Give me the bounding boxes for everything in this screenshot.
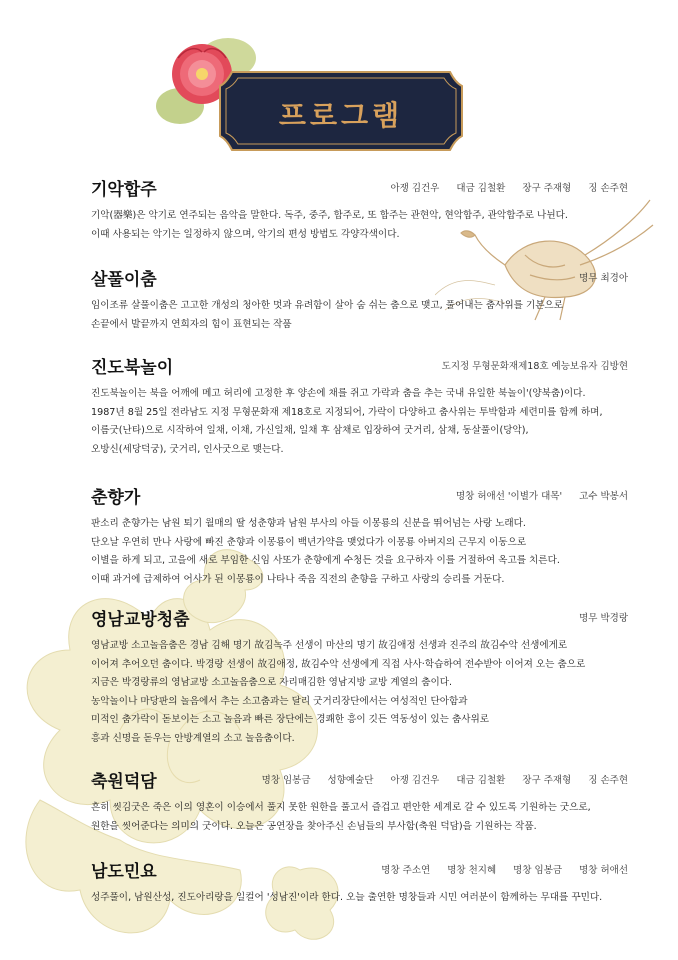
description-line: 기악(器樂)은 악기로 연주되는 음악을 말한다. 독주, 중주, 합주로, 또 합주는 관현악, 현악합주, 관악합주로 나뉜다. [91, 210, 568, 221]
description-line: 진도북놀이는 북을 어깨에 메고 허리에 고정한 후 양손에 채를 쥐고 가락과 춤을 추는 국내 유일한 북놀이'(양북춤)이다. [91, 388, 586, 399]
section-title: 진도북놀이 [91, 358, 174, 378]
performer: 대금 김철환 [456, 183, 506, 194]
performers [376, 180, 628, 194]
description-line: 이어져 추어오던 춤이다. 박경랑 선생이 故김애정, 故김수악 선생에게 직접 사사·학습하여 전수받아 이어져 오는 춤으로 [91, 658, 586, 670]
description-line: 이름굿(난타)으로 시작하여 일채, 이채, 가신일채, 일채 후 삼채로 입장하여 굿거리, 삼채, 동살풀이(당악), [91, 425, 529, 436]
description-line: 손끝에서 발끝까지 연희자의 힘이 표현되는 작품 [91, 318, 292, 330]
program-section-chugwon-deokdam [91, 767, 628, 836]
performers [565, 270, 628, 284]
section-title: 기악합주 [91, 180, 157, 200]
description-line: 영남교방 소고놀음춤은 경남 김해 명기 故김녹주 선생이 마산의 명기 故김애정 선생과 진주의 故김수악 선생에게로 [91, 640, 568, 651]
performer: 명무 최경아 [579, 273, 628, 284]
description-line: 원한을 씻어준다는 의미의 굿이다. 오늘은 공연장을 찾아주신 손님들의 부사함(축원 덕담)을 기원하는 작품. [91, 820, 537, 832]
performers [442, 488, 628, 502]
performer: 장구 주재형 [522, 775, 572, 786]
performer: 명창 임봉금 [513, 865, 563, 876]
section-title: 살풀이춤 [91, 270, 157, 290]
description-line: 이별을 하게 되고, 고을에 새로 부임한 신임 사또가 춘향에게 수청든 것을 요구하자 이를 거절하여 옥고를 치른다. [91, 555, 560, 566]
description-line: 오방신(세당덕궁), 굿거리, 인사굿으로 맺는다. [91, 443, 284, 455]
performers [428, 358, 628, 372]
section-title: 남도민요 [91, 862, 157, 882]
description-line: 지금은 박경랑류의 영남교방 소고놀음춤으로 자리매김한 영남지방 교방 계열의 춤이다. [91, 677, 453, 688]
performers [248, 772, 628, 786]
performer: 명창 허애선 '이별가 대목' [456, 491, 563, 502]
program-section-namdo-minyo [91, 857, 628, 908]
section-title: 춘향가 [91, 488, 141, 508]
program-section-chunhyangga [91, 483, 628, 589]
page-title: 프로그램 [278, 99, 404, 132]
description-line: 이때 과거에 급제하여 어사가 된 이몽룡이 나타나 죽음 직전의 춘향을 구하고 사랑의 승리를 거둔다. [91, 573, 505, 585]
performer: 징 손주현 [588, 775, 628, 786]
description-line: 1987년 8월 25일 전라남도 지정 무형문화재 제18호로 지정되어, 가락이 다양하고 춤사위는 투박함과 세련미를 함께 하며, [91, 406, 603, 418]
performer: 도지정 무형문화재제18호 예능보유자 김방현 [441, 361, 628, 372]
description-line: 이때 사용되는 악기는 일정하지 않으며, 악기의 편성 방법도 각양각색이다. [91, 228, 400, 240]
description-line: 임이조류 살풀이춤은 고고한 개성의 청아한 멋과 유려함이 살아 숨 쉬는 춤으로 맺고, 풀어내는 춤사위를 기본으로 [91, 300, 564, 311]
description-line: 단오날 우연히 만나 사랑에 빠진 춘향과 이몽룡이 백년가약을 맺었다가 이몽룡 아버지의 근무지 이동으로 [91, 536, 527, 548]
performer: 고수 박봉서 [579, 491, 628, 502]
program-section-yeongnam-gyobang [91, 605, 628, 748]
title-plaque [218, 70, 464, 152]
performer: 명창 천지혜 [447, 865, 497, 876]
performer: 명창 주소연 [381, 865, 431, 876]
performer: 명무 박경랑 [579, 613, 628, 624]
performer: 명창 허애선 [579, 865, 628, 876]
performer: 성향예술단 [327, 775, 374, 786]
description-line: 판소리 춘향가는 남원 퇴기 월매의 딸 성춘향과 남원 부사의 아들 이몽룡의 신분을 뛰어넘는 사랑 노래다. [91, 518, 526, 529]
performer: 명창 임봉금 [261, 775, 311, 786]
description-line: 농악놀이나 마당판의 놀음에서 추는 소고춤과는 달리 굿거리장단에서는 여성적인 단아함과 [91, 695, 468, 707]
header-title-block [150, 28, 470, 138]
performer: 징 손주현 [588, 183, 628, 194]
description-line: 흔히 씻김굿은 죽은 이의 영혼이 이승에서 풀지 못한 원한을 풀고서 즐겁고 편안한 세계로 갈 수 있도록 기원하는 굿으로, [91, 802, 591, 813]
program-section-salpuri [91, 265, 628, 334]
section-title: 축원덕담 [91, 772, 157, 792]
performer: 대금 김철환 [456, 775, 506, 786]
program-section-gi-ak [91, 175, 628, 244]
performer: 아쟁 김건우 [390, 775, 440, 786]
description-line: 미적인 춤가락이 돋보이는 소고 놀음과 빠른 장단에는 경쾌한 흥이 깃든 역동성이 있는 춤사위로 [91, 714, 490, 725]
description-line: 흥과 신명을 돋우는 안방계열의 소고 놀음춤이다. [91, 732, 295, 744]
performers [367, 862, 628, 876]
section-title: 영남교방청춤 [91, 610, 190, 630]
description-line: 성주풀이, 남원산성, 진도아리랑을 일컬어 '성남진'이라 한다. 오늘 출연한 명창들과 시민 여러분이 함께하는 무대를 꾸민다. [91, 892, 603, 903]
performers [565, 610, 628, 624]
performer: 장구 주재형 [522, 183, 572, 194]
performer: 아쟁 김건우 [390, 183, 440, 194]
program-section-jindo-buk [91, 353, 628, 459]
